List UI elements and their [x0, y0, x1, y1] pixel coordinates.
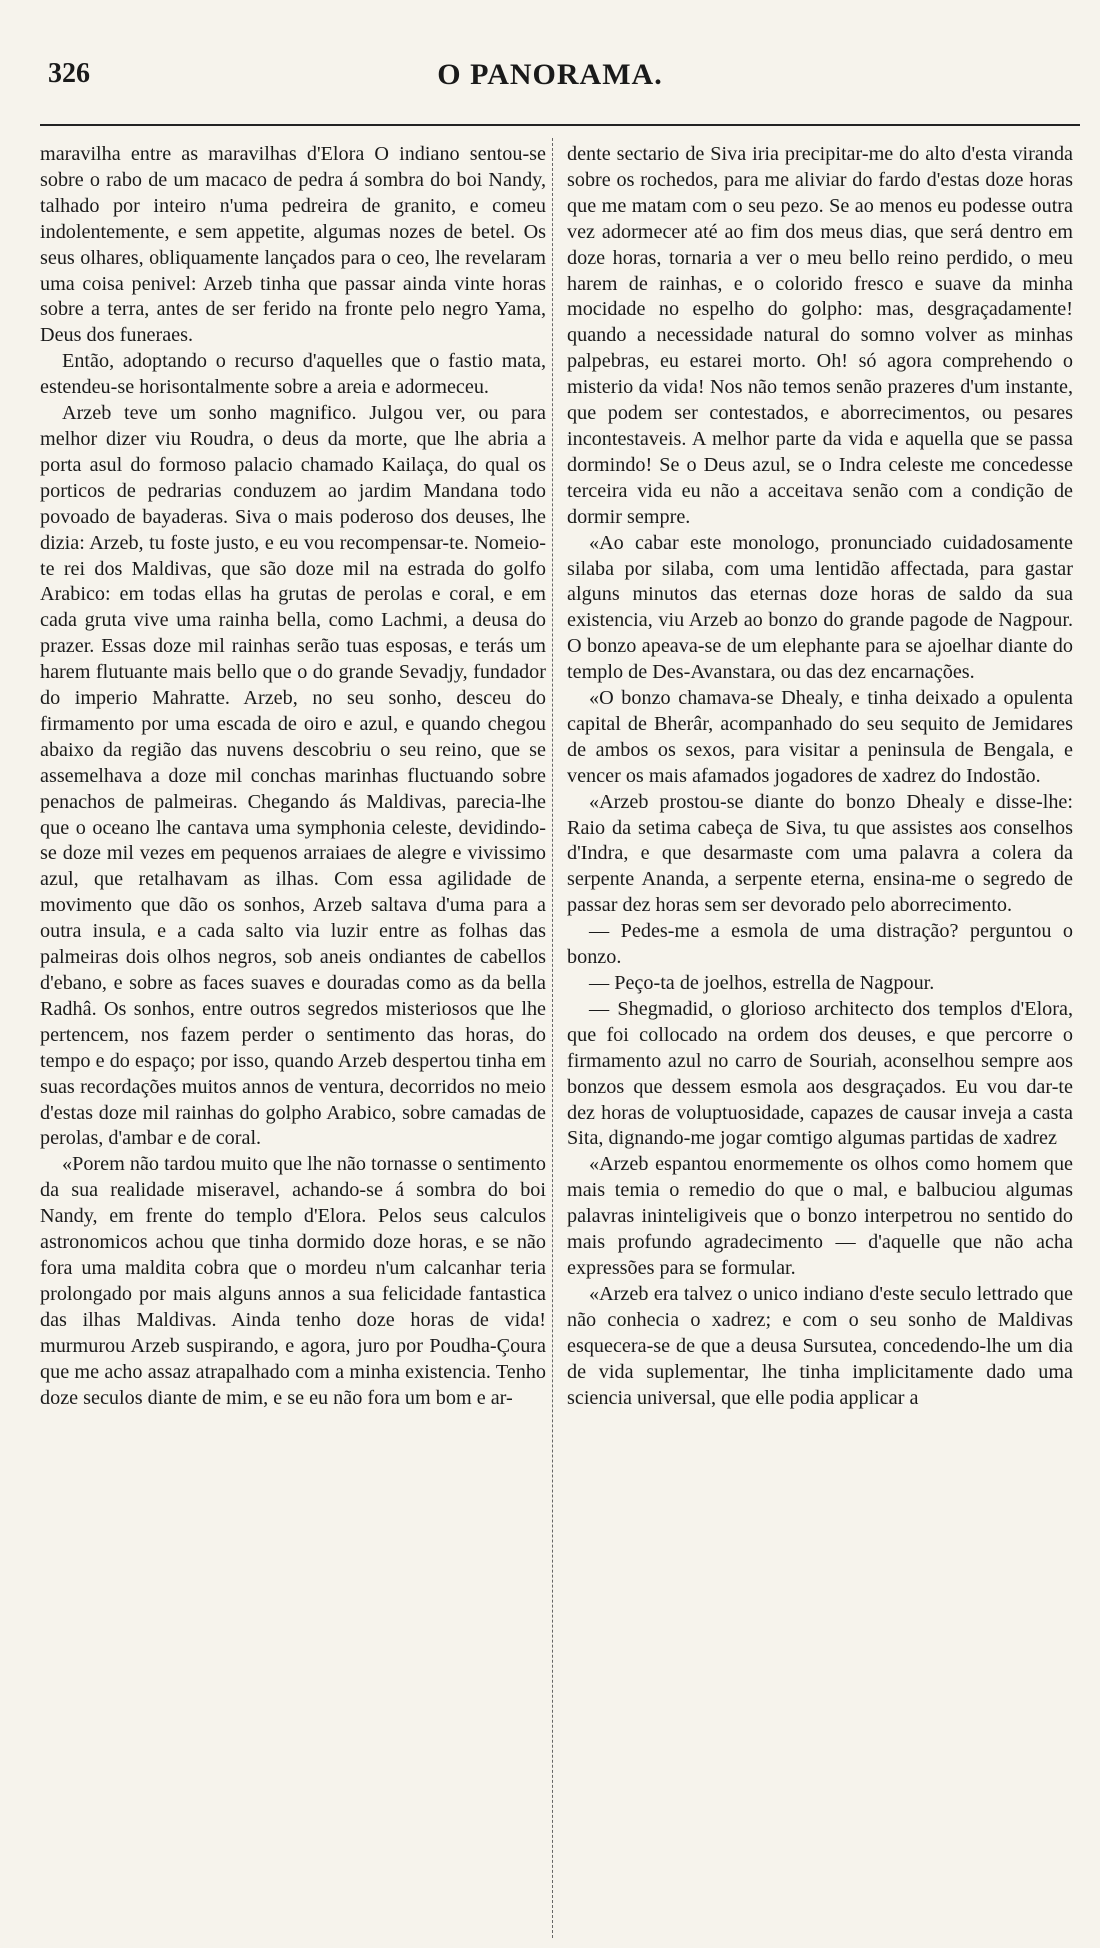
paragraph: «Arzeb era talvez o unico indiano d'este seculo lettrado que não conhecia o xadrez; e com o seu sonho de Maldivas esquecera-se de que a deusa Sursutea, concedendo-lhe um dia de vida suplementar, lhe tinha implicitamente dado uma sciencia universal, que elle podia applicar a [567, 1282, 1073, 1409]
paragraph: Arzeb teve um sonho magnifico. Julgou ver, ou para melhor dizer viu Roudra, o deus da morte, que lhe abria a porta asul do formoso palacio chamado Kailaça, do qual os porticos de pedrarias conduzem ao jardim Mandana todo povoado de bayaderas. Siva o mais poderoso dos deuses, lhe dizia: Arzeb, tu foste justo, e eu vou recompensar-te. Nomeio-te rei dos Maldivas, que são doze mil na estrada do golfo Arabico: em todas ellas ha grutas de perolas e coral, e em cada gruta vive uma rainha bella, como Lachmi, a deusa do prazer. Essas doze mil rainhas serão tuas esposas, e terás um harem flutuante mais bello que o do grande Sevadjy, fundador do imperio Mahratte. Arzeb, no seu sonho, desceu do firmamento por uma escada de oiro e azul, e quando chegou abaixo da região das nuvens descobriu o seu reino, que se assemelhava a doze mil conchas marinhas fluctuando sobre penachos de palmeiras. Chegando ás Maldivas, parecia-lhe que o oceano lhe cantava uma symphonia celeste, devidindo-se doze mil vezes em pequenos arraiaes de alegre e vivissimo azul, que retalhavam as ilhas. Com essa agilidade de movimento que dão os sonhos, Arzeb saltava d'uma para a outra insula, e a cada salto via luzir entre as folhas das palmeiras dois olhos negros, sob aneis ondiantes de cabellos d'ebano, e sobre as faces suaves e douradas como as da bella Radhâ. Os sonhos, entre outros segredos misteriosos que lhe pertencem, nos fazem perder o sentimento das horas, do tempo e do espaço; por isso, quando Arzeb despertou tinha em suas recordações muitos annos de ventura, decorridos no meio d'estas doze mil rainhas do golpho Arabico, sobre camadas de perolas, d'ambar e de coral. [40, 402, 546, 1150]
dialogue-line: — Pedes-me a esmola de uma distração? perguntou o bonzo. [567, 920, 1073, 969]
page-header [30, 58, 1070, 98]
header-rule [40, 124, 1080, 126]
right-column [567, 142, 1073, 1932]
paragraph: «Arzeb espantou enormemente os olhos como homem que mais temia o remedio do que o mal, e balbuciou algumas palavras ininteligiveis que o bonzo interpetrou no sentido do mais profundo agradecimento — d'aquelle que não acha expressões para se formular. [567, 1153, 1073, 1279]
page-number: 326 [48, 58, 90, 89]
paragraph: «Porem não tardou muito que lhe não tornasse o sentimento da sua realidade miseravel, achando-se á sombra do boi Nandy, em frente do templo d'Elora. Pelos seus calculos astronomicos achou que tinha dormido doze horas, e se não fora uma maldita cobra que o mordeu n'um calcanhar teria prolongado por mais alguns annos a sua felicidade fantastica das ilhas Maldivas. Ainda tenho doze horas de vida! murmurou Arzeb suspirando, e agora, juro por Poudha-Çoura que me acho assaz atrapalhado com a minha existencia. Tenho doze seculos diante de mim, e se eu não fora um bom e ar- [40, 1153, 546, 1409]
paragraph: dente sectario de Siva iria precipitar-me do alto d'esta viranda sobre os rochedos, para me aliviar do fardo d'estas doze horas que me matam com o seu pezo. Se ao menos eu podesse outra vez adormecer até ao fim dos meus dias, que será dentro em doze horas, tornaria a ver o meu bello reino perdido, o meu harem de rainhas, e o colorido fresco e suave da minha mocidade no espelho do golpho: mas, desgraçadamente! quando a necessidade natural do somno volver as minhas palpebras, eu estarei morto. Oh! só agora comprehendo o misterio da vida! Nos não temos senão prazeres d'um instante, que podem ser contestados, e aborrecimentos, ou pesares incontestaveis. A melhor parte da vida e aquella que se passa dormindo! Se o Deus azul, se o Indra celeste me concedesse terceira vida eu não a acceitava senão com a condição de dormir sempre. [567, 143, 1073, 528]
journal-title: O PANORAMA. [437, 58, 663, 91]
paragraph: maravilha entre as maravilhas d'Elora O indiano sentou-se sobre o rabo de um macaco de pedra á sombra do boi Nandy, talhado por inteiro n'uma pedreira de granito, e comeu indolentemente, e sem appetite, algumas nozes de betel. Os seus olhares, obliquamente lançados para o ceo, lhe revelaram uma coisa penivel: Arzeb tinha que passar ainda vinte horas sobre a terra, antes de ser ferido na fronte pelo negro Yama, Deus dos funeraes. [40, 143, 546, 347]
dialogue-line: — Peço-ta de joelhos, estrella de Nagpour. [589, 972, 935, 994]
dialogue-line: — Shegmadid, o glorioso architecto dos templos d'Elora, que foi collocado na ordem dos deuses, e que percorre o firmamento azul no carro de Souriah, aconselhou sempre aos bonzos que dessem esmola aos desgraçados. Eu vou dar-te dez horas de voluptuosidade, capazes de causar inveja a casta Sita, dignando-me jogar comtigo algumas partidas de xadrez [567, 997, 1073, 1150]
column-divider [552, 138, 553, 1938]
paragraph: «Arzeb prostou-se diante do bonzo Dhealy e disse-lhe: Raio da setima cabeça de Siva, tu que assistes aos conselhos d'Indra, e que desarmaste com uma palavra a colera da serpente Ananda, a serpente eterna, ensina-me o segredo de passar dez horas sem ser devorado pelo aborrecimento. [567, 790, 1073, 917]
paragraph: Então, adoptando o recurso d'aquelles que o fastio mata, estendeu-se horisontalmente sobre a areia e adormeceu. [40, 350, 546, 399]
paragraph: «Ao cabar este monologo, pronunciado cuidadosamente silaba por silaba, com uma lentidão affectada, para gastar alguns minutos das eternas doze horas de saldo da sua existencia, viu Arzeb ao bonzo do grande pagode de Nagpour. O bonzo apeava-se de um elephante para se ajoelhar diante do templo de Des-Avanstara, ou das dez encarnações. [567, 531, 1073, 684]
paragraph: «O bonzo chamava-se Dhealy, e tinha deixado a opulenta capital de Bherâr, acompanhado do seu sequito de Jemidares de ambos os sexos, para visitar a peninsula de Bengala, e vencer os mais afamados jogadores de xadrez do Indostão. [567, 687, 1073, 787]
left-column [40, 142, 546, 1932]
